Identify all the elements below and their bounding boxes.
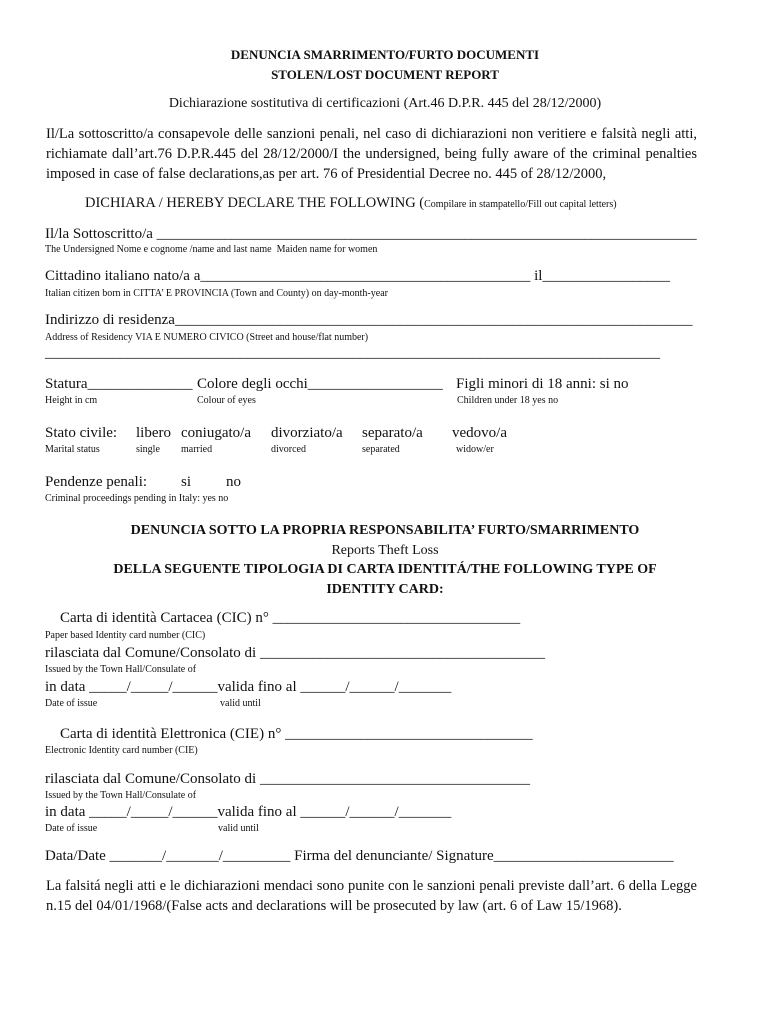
cie-valid-until-sub: valid until [218,823,259,834]
marital-option-widowed[interactable]: vedovo/a [452,425,507,441]
marital-status-sub: Marital status [45,444,100,455]
marital-option-married[interactable]: coniugato/a [181,425,251,441]
birthplace-sub: Italian citizen born in CITTA’ E PROVINCIA (Town and County) on day-month-year [45,288,388,299]
criminal-proceedings-sub: Criminal proceedings pending in Italy: yes no [45,493,229,504]
marital-sub-single: single [136,444,160,455]
marital-sub-widowed: widow/er [456,444,494,455]
birthplace-field[interactable]: Cittadino italiano nato/a a____________________________________________ il_________________ [45,268,670,284]
marital-sub-married: married [181,444,213,455]
cie-dates-field[interactable]: in data _____/_____/______valida fino al ______/______/_______ [45,804,452,820]
name-sub: The Undersigned Nome e cognome /name and last name Maiden name for women [45,244,378,255]
eye-color-sub: Colour of eyes [197,395,256,406]
cie-issued-field[interactable]: rilasciata dal Comune/Consolato di ____________________________________ [45,771,530,787]
intro-paragraph: Il/La sottoscritto/a consapevole delle sanzioni penali, nel caso di dichiarazioni non veritiere e falsità negli atti, richiamate dall’art.76 D.P.R.445 del 28/12/2000/I the undersigned, being fully aware of the criminal penalties imposed in case of false declarations,as per art. 76 of Presidential Decree no. 445 of 28/12/2000, [46,126,697,182]
date-signature-field[interactable]: Data/Date _______/_______/_________ Firma del denunciante/ Signature________________________ [45,848,674,864]
criminal-proceedings-label: Pendenze penali: [45,474,148,490]
cie-date-issue-sub: Date of issue [45,823,98,834]
theft-loss-heading: DENUNCIA SOTTO LA PROPRIA RESPONSABILITA’ FURTO/SMARRIMENTO [130,523,640,538]
stature-field[interactable]: Statura______________ [45,376,193,392]
cic-dates-field[interactable]: in data _____/_____/______valida fino al ______/______/_______ [45,679,452,695]
card-type-heading-line2: IDENTITY CARD: [326,582,444,597]
criminal-option-yes[interactable]: si [181,474,192,490]
declare-note: Compilare in stampatello/Fill out capital letters) [424,199,617,210]
marital-option-single[interactable]: libero [136,425,171,441]
card-type-heading-line1: DELLA SEGUENTE TIPOLOGIA DI CARTA IDENTITÁ/THE FOLLOWING TYPE OF [113,562,657,577]
children-sub: Children under 18 yes no [457,395,559,406]
declare-main: DICHIARA / HEREBY DECLARE THE FOLLOWING ( [85,195,425,211]
marital-option-divorced[interactable]: divorziato/a [271,425,343,441]
address-field[interactable]: Indirizzo di residenza_____________________________________________________________________ [45,312,693,328]
cic-number-field[interactable]: Carta di identità Cartacea (CIC) n° _________________________________ [60,610,521,626]
name-field[interactable]: Il/la Sottoscritto/a ________________________________________________________________________ [45,226,697,242]
marital-sub-separated: separated [362,444,400,455]
address-sub: Address of Residency VIA E NUMERO CIVICO (Street and house/flat number) [45,332,369,343]
criminal-option-no[interactable]: no [226,474,241,490]
marital-status-label: Stato civile: [45,425,118,441]
cic-issued-sub: Issued by the Town Hall/Consulate of [45,664,197,675]
declare-heading [85,195,617,212]
stature-sub: Height in cm [45,395,98,406]
penalty-notice: La falsitá negli atti e le dichiarazioni mendaci sono punite con le sanzioni penali previste dall’art. 6 della Legge n.15 del 04/01/1968/(False acts and declarations will be prosecuted by law (art. 6 of Law 15/1968). [46,878,697,914]
address-line-2[interactable]: __________________________________________________________________________________ [45,345,660,361]
title-en: STOLEN/LOST DOCUMENT REPORT [271,67,499,82]
cic-valid-until-sub: valid until [220,698,261,709]
title-it: DENUNCIA SMARRIMENTO/FURTO DOCUMENTI [230,47,540,62]
cic-number-sub: Paper based Identity card number (CIC) [45,630,206,641]
cie-issued-sub: Issued by the Town Hall/Consulate of [45,790,197,801]
subtitle: Dichiarazione sostitutiva di certificazioni (Art.46 D.P.R. 445 del 28/12/2000) [168,96,602,111]
cic-date-issue-sub: Date of issue [45,698,98,709]
cie-number-field[interactable]: Carta di identità Elettronica (CIE) n° _________________________________ [60,726,533,742]
marital-option-separated[interactable]: separato/a [362,425,423,441]
children-field[interactable]: Figli minori di 18 anni: si no [456,376,629,392]
eye-color-field[interactable]: Colore degli occhi__________________ [197,376,443,392]
theft-loss-subheading: Reports Theft Loss [331,543,439,558]
cic-issued-field[interactable]: rilasciata dal Comune/Consolato di ______________________________________ [45,645,545,661]
cie-number-sub: Electronic Identity card number (CIE) [45,745,198,756]
marital-sub-divorced: divorced [271,444,306,455]
